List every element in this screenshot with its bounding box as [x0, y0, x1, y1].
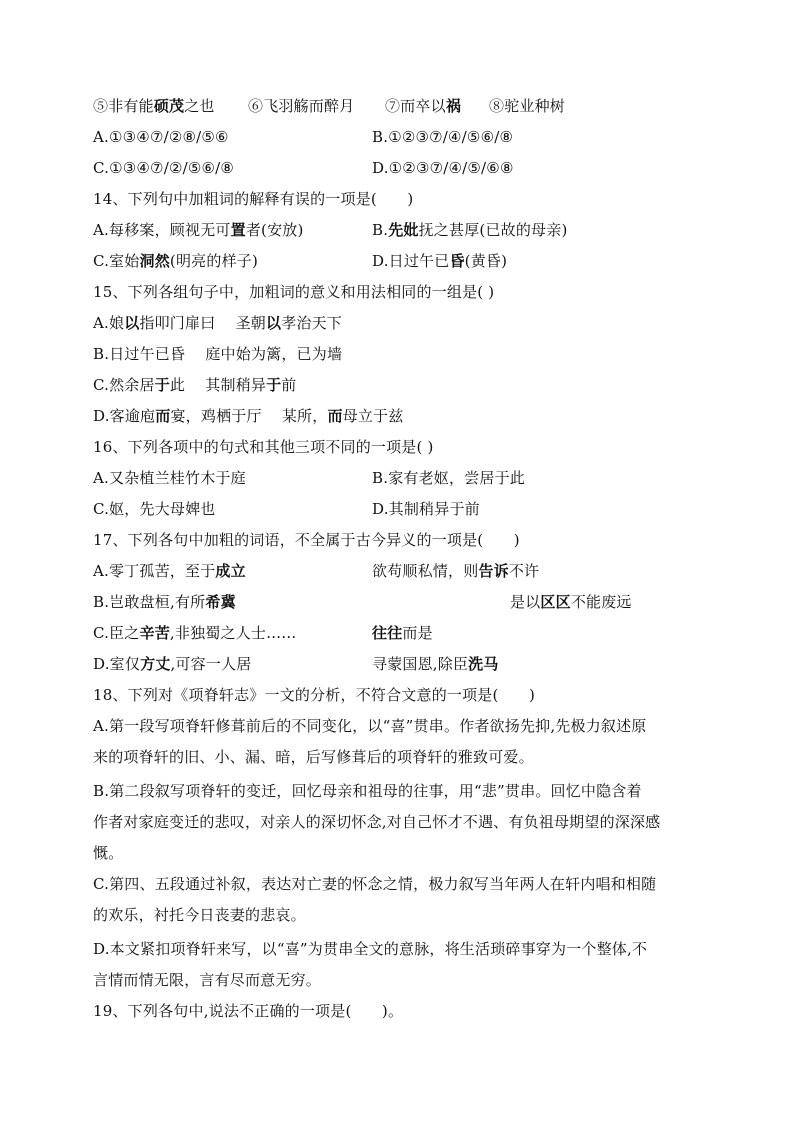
q16-choice-c: C.妪，先大母婢也	[93, 500, 216, 518]
q17-choice-b-right: 是以区区不能废远	[510, 593, 632, 611]
question-18: 18、下列对《项脊轩志》一文的分析，不符合文意的一项是( )	[93, 686, 535, 704]
q15-choice-c: C.然余居于此 其制稍异于前	[93, 376, 297, 394]
q18-choice-b-line2: 作者对家庭变迁的悲叹，对亲人的深切怀念,对自己怀才不遇、有负祖母期望的深深感	[93, 813, 661, 831]
option-7: ⑦而卒以祸	[385, 97, 462, 115]
q17-choice-a: A.零丁孤苦，至于成立 欲苟顺私情，则告诉不许	[93, 556, 246, 587]
q15-choice-a: A.娘以指叩门扉曰 圣朝以孝治天下	[93, 314, 342, 332]
question-15: 15、下列各组句子中，加粗词的意义和用法相同的一组是( )	[93, 283, 495, 301]
q18-choice-d-line1: D.本文紧扣项脊轩来写，以“喜”为贯串全文的意脉，将生活琐碎事穿为一个整体,不	[93, 940, 648, 958]
q16-choice-a: A.又杂植兰桂竹木于庭	[93, 469, 246, 487]
q14-choice-c: C.室始洞然(明亮的样子)	[93, 252, 259, 270]
q16-choice-d: D.其制稍异于前	[372, 500, 480, 518]
q15-choice-d: D.客逾庖而宴，鸡栖于厅 某所，而母立于兹	[93, 407, 404, 425]
q18-choice-b-line3: 慨。	[93, 844, 124, 862]
q18-choice-a-line1: A.第一段写项脊轩修葺前后的不同变化，以“喜”贯串。作者欲扬先抑,先极力叙述原	[93, 717, 647, 735]
q18-choice-b-line1: B.第二段叙写项脊轩的变迁，回忆母亲和祖母的往事，用“悲”贯串。回忆中隐含着	[93, 782, 642, 800]
q13-choices-ab	[93, 122, 514, 153]
q17-choice-d: D.室仅方丈,可容一人居 寻蒙国恩,除臣洗马	[93, 649, 251, 680]
q15-choice-b: B.日过午已昏 庭中始为篱，已为墙	[93, 345, 343, 363]
q13-choices-cd	[93, 153, 514, 184]
q14-choices-ab	[93, 215, 568, 246]
question-14: 14、下列句中加粗词的解释有误的一项是( )	[93, 190, 414, 208]
options-line-1	[93, 91, 566, 122]
option-8: ⑧驼业种树	[489, 97, 566, 115]
question-19: 19、下列各句中,说法不正确的一项是( )。	[93, 1002, 404, 1020]
q18-choice-c-line1: C.第四、五段通过补叙，表达对亡妻的怀念之情，极力叙写当年两人在轩内唱和相随	[93, 875, 657, 893]
q17-choice-a-right: 欲苟顺私情，则告诉不许	[372, 562, 540, 580]
q13-choice-c: C.①③④⑦/②/⑤⑥/⑧	[93, 159, 235, 177]
q13-choice-d: D.①②③⑦/④/⑤/⑥⑧	[372, 159, 514, 177]
q18-choice-c-line2: 的欢乐，衬托今日丧妻的悲哀。	[93, 906, 306, 924]
q13-choice-b: B.①②③⑦/④/⑤⑥/⑧	[372, 128, 514, 146]
q14-choices-cd	[93, 246, 508, 277]
option-5: ⑤非有能硕茂之也	[93, 97, 215, 115]
q17-choice-d-right: 寻蒙国恩,除臣洗马	[372, 655, 499, 673]
q16-choices-cd	[93, 494, 480, 525]
q17-choice-c-right: 往往而是	[372, 624, 433, 642]
q18-choice-d-line2: 言情而情无限，言有尽而意无穷。	[93, 971, 322, 989]
question-16: 16、下列各项中的句式和其他三项不同的一项是( )	[93, 438, 434, 456]
q17-choice-b: B.岂敢盘桓,有所希冀 是以区区不能废远	[93, 587, 236, 618]
q18-choice-a-line2: 来的项脊轩的旧、小、漏、暗，后写修葺后的项脊轩的雅致可爱。	[93, 748, 534, 766]
q16-choice-b: B.家有老妪，尝居于此	[372, 469, 525, 487]
q14-choice-b: B.先妣抚之甚厚(已故的母亲)	[372, 221, 568, 239]
q17-choice-c: C.臣之辛苦,非独蜀之人士…… 往往而是	[93, 618, 297, 649]
q14-choice-d: D.日过午已昏(黄昏)	[372, 252, 508, 270]
q16-choices-ab	[93, 463, 525, 494]
q13-choice-a: A.①③④⑦/②⑧/⑤⑥	[93, 128, 229, 146]
question-17: 17、下列各句中加粗的词语，不全属于古今异义的一项是( )	[93, 531, 520, 549]
option-6: ⑥飞羽觞而醉月	[248, 97, 355, 115]
q14-choice-a: A.每移案，顾视无可置者(安放)	[93, 221, 304, 239]
